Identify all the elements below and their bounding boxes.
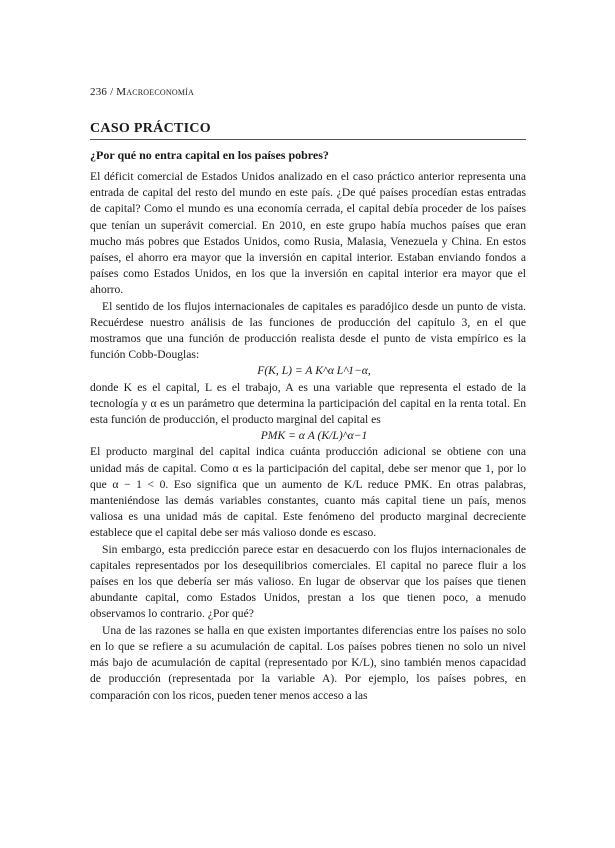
page-number: 236	[90, 86, 108, 98]
section-title: CASO PRÁCTICO	[90, 121, 526, 140]
body-text	[90, 169, 526, 704]
paragraph-2: El sentido de los flujos internacionales de capitales es paradójico desde un punto de vista. Recuérdese nuestro análisis de las funciones de producción del capítulo 3, en el que mostramos que una función de producción realista desde el punto de vista empírico es la función Cobb-Douglas:	[90, 299, 526, 362]
paragraph-4: El producto marginal del capital indica cuánta producción adicional se obtiene con una unidad más de capital. Como α es la participación del capital, debe ser menor que 1, por lo que α − 1 < 0. Eso significa que un aumento de K/L reduce PMK. En otras palabras, manteniéndose las demás variables constantes, cuanto más capital tiene un país, menos valiosa es una unidad más de capital. Este fenómeno del producto marginal decreciente establece que el capital debe ser más valioso donde es escaso.	[90, 445, 526, 540]
header-separator: /	[110, 86, 114, 98]
formula-pmk: PMK = α A (K/L)^α−1	[260, 429, 368, 443]
paragraph-3: donde K es el capital, L es el trabajo, A es una variable que representa el estado de la tecnología y α es un parámetro que determina la participación del capital en la renta total. En esta función de producción, el producto marginal del capital es	[90, 380, 526, 427]
book-title: Macroeconomía	[116, 86, 194, 98]
paragraph-5: Sin embargo, esta predicción parece estar en desacuerdo con los flujos internacionales de capitales representados por los desequilibrios comerciales. El capital no parece fluir a los países en los que debería ser más valioso. En lugar de observar que los países que tienen abundante capital, como Estados Unidos, prestan a los que tienen poco, a menudo observamos lo contrario. ¿Por qué?	[90, 542, 526, 621]
running-head	[90, 86, 194, 98]
formula-cobb-douglas: F(K, L) = A K^α L^1−α,	[257, 364, 371, 378]
paragraph-1: El déficit comercial de Estados Unidos analizado en el caso práctico anterior representa una entrada de capital del resto del mundo en este país. ¿De qué países procedían estas entradas de capital? Como el mundo es una economía cerrada, el capital debía proceder de los países que tenían un superávit comercial. En 2010, en este grupo había muchos países que eran mucho más pobres que Estados Unidos, como Rusia, Malasia, Venezuela y China. En estos países, el ahorro era mayor que la inversión en capital interior. Estaban enviando fondos a países como Estados Unidos, en los que la inversión en capital interior era mayor que el ahorro.	[90, 170, 526, 297]
section-subtitle: ¿Por qué no entra capital en los países pobres?	[90, 148, 329, 162]
paragraph-6: Una de las razones se halla en que existen importantes diferencias entre los países no solo en lo que se refiere a su acumulación de capital. Los países pobres tienen no solo un nivel más bajo de acumulación de capital (representado por K/L), sino también menos capacidad de producción (representada por la variable A). Por ejemplo, los países pobres, en comparación con los ricos, pueden tener menos acceso a las	[90, 623, 526, 702]
